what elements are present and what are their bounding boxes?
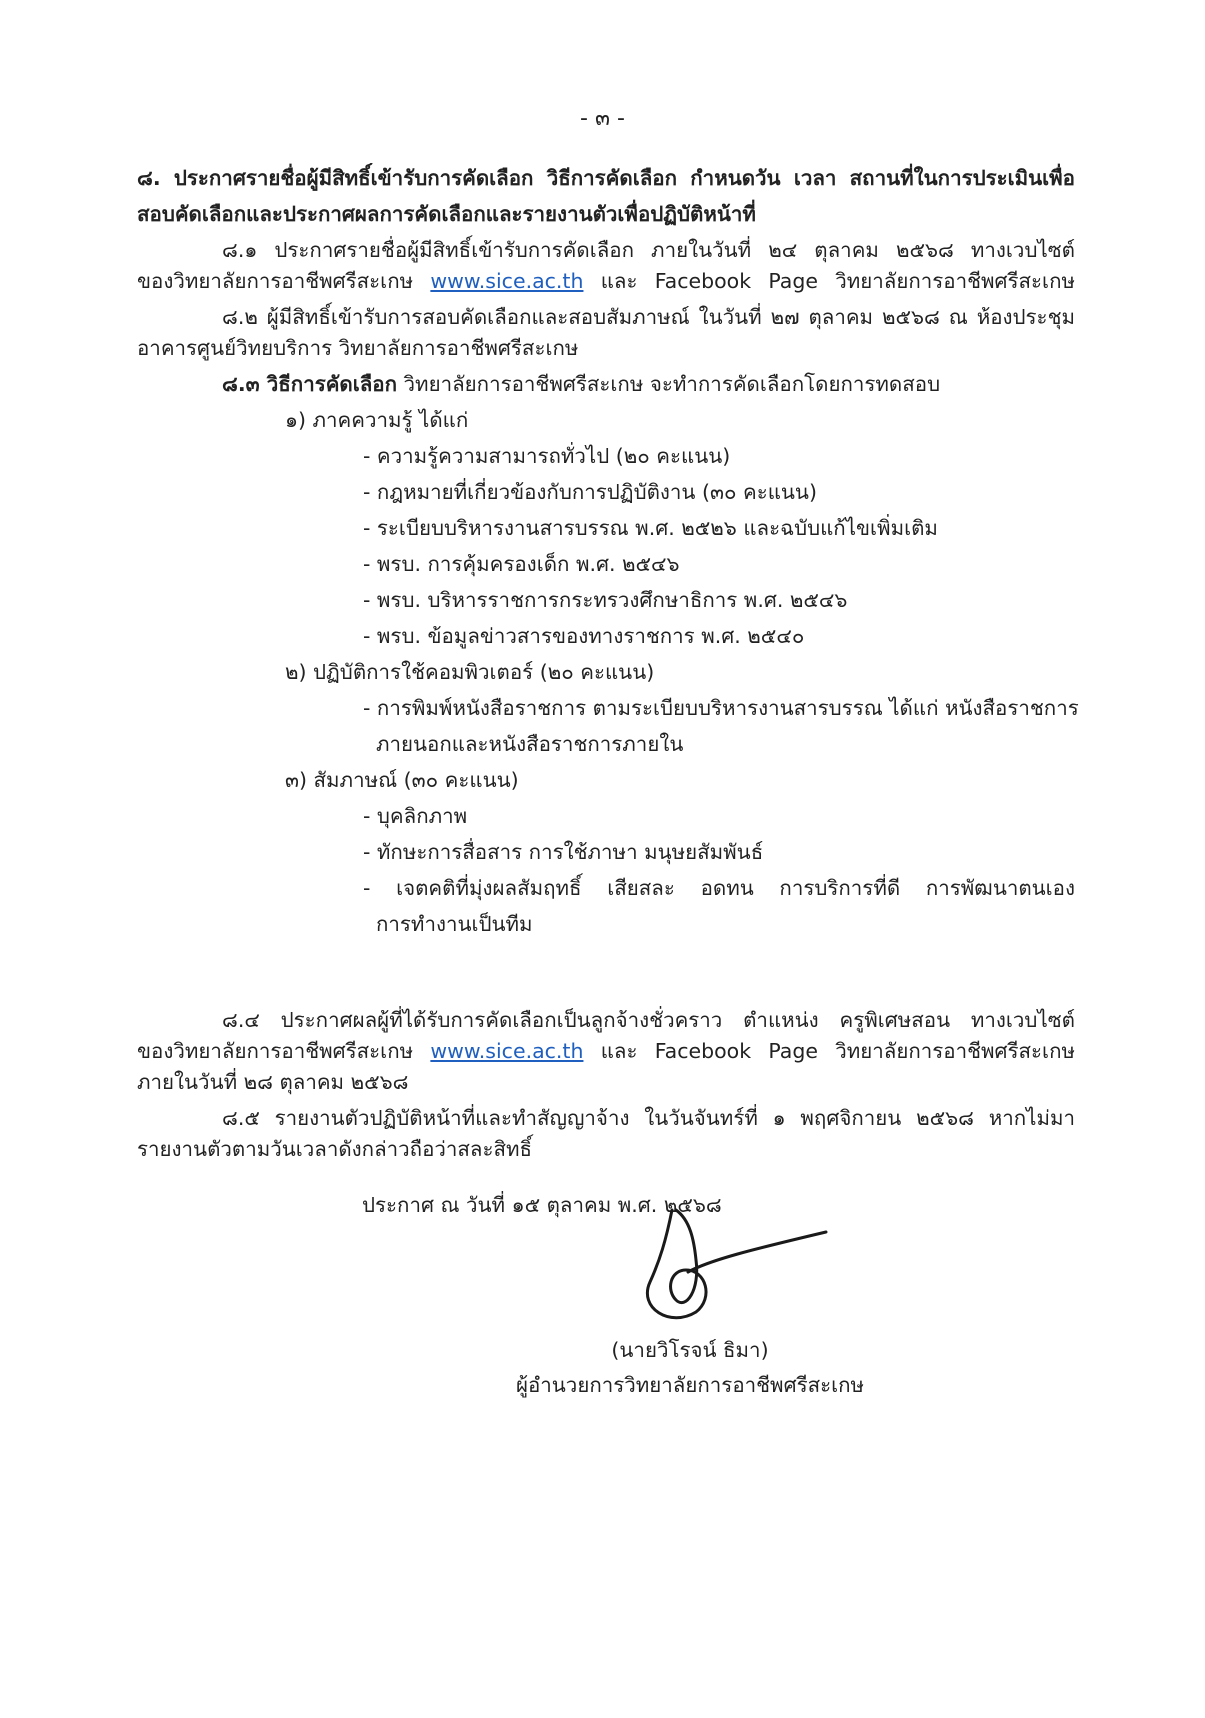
part3-item-cont: การทำงานเป็นทีม bbox=[376, 912, 533, 936]
part1-item: - ระเบียบบริหารงานสารบรรณ พ.ศ. ๒๕๒๖ และฉบับแก้ไขเพิ่มเติม bbox=[363, 516, 938, 540]
section-8-1-text: ของวิทยาลัยการอาชีพศรีสะเกษ bbox=[137, 269, 431, 293]
part2-item-line2: ภายนอกและหนังสือราชการภายใน bbox=[376, 732, 684, 756]
section-8-3-title: ๘.๓ วิธีการคัดเลือก bbox=[222, 372, 398, 396]
section-8-1-text-post: และ Facebook Page วิทยาลัยการอาชีพศรีสะเกษ bbox=[583, 269, 1075, 293]
section-8-4-line3: ภายในวันที่ ๒๘ ตุลาคม ๒๕๖๘ bbox=[137, 1070, 409, 1094]
section-8-5-line2: รายงานตัวตามวันเวลาดังกล่าวถือว่าสละสิทธิ์ bbox=[137, 1137, 533, 1161]
section-8-4-line1: ๘.๔ ประกาศผลผู้ที่ได้รับการคัดเลือกเป็นลูกจ้างชั่วคราว ตำแหน่ง ครูพิเศษสอน ทางเวบไซต์ bbox=[222, 1008, 1075, 1032]
section-8-1-line2 bbox=[137, 266, 1075, 296]
part1-item: - พรบ. การคุ้มครองเด็ก พ.ศ. ๒๕๔๖ bbox=[363, 552, 680, 576]
part3-title: ๓) สัมภาษณ์ (๓๐ คะแนน) bbox=[285, 768, 519, 792]
section-8-heading-line1: ๘. ประกาศรายชื่อผู้มีสิทธิ์เข้ารับการคัดเลือก วิธีการคัดเลือก กำหนดวัน เวลา สถานที่ในการประเมินเพื่อ bbox=[137, 166, 1075, 190]
website-link[interactable]: www.sice.ac.th bbox=[430, 269, 584, 293]
page-number: - ๓ - bbox=[580, 106, 625, 131]
part2-item-line1: - การพิมพ์หนังสือราชการ ตามระเบียบบริหารงานสารบรรณ ได้แก่ หนังสือราชการ bbox=[363, 696, 1079, 720]
section-8-2-line2: อาคารศูนย์วิทยบริการ วิทยาลัยการอาชีพศรีสะเกษ bbox=[137, 336, 579, 360]
part1-title: ๑) ภาคความรู้ ได้แก่ bbox=[285, 408, 469, 432]
announcement-date: ประกาศ ณ วันที่ ๑๕ ตุลาคม พ.ศ. ๒๕๖๘ bbox=[362, 1193, 722, 1217]
section-8-4-text: ของวิทยาลัยการอาชีพศรีสะเกษ bbox=[137, 1039, 431, 1063]
section-8-5-line1: ๘.๕ รายงานตัวปฏิบัติหน้าที่และทำสัญญาจ้าง ในวันจันทร์ที่ ๑ พฤศจิกายน ๒๕๖๘ หากไม่มา bbox=[222, 1106, 1075, 1130]
part1-item: - พรบ. ข้อมูลข่าวสารของทางราชการ พ.ศ. ๒๕๔๐ bbox=[363, 624, 805, 648]
section-8-1-line1: ๘.๑ ประกาศรายชื่อผู้มีสิทธิ์เข้ารับการคัดเลือก ภายในวันที่ ๒๔ ตุลาคม ๒๕๖๘ ทางเวบไซต์ bbox=[222, 238, 1075, 262]
section-8-heading-line2: สอบคัดเลือกและประกาศผลการคัดเลือกและรายงานตัวเพื่อปฏิบัติหน้าที่ bbox=[137, 202, 756, 226]
signer-title: ผู้อำนวยการวิทยาลัยการอาชีพศรีสะเกษ bbox=[515, 1373, 865, 1397]
part3-item: - เจตคติที่มุ่งผลสัมฤทธิ์ เสียสละ อดทน การบริการที่ดี การพัฒนาตนเอง bbox=[363, 876, 1075, 900]
section-8-4-text-post: และ Facebook Page วิทยาลัยการอาชีพศรีสะเกษ bbox=[583, 1039, 1075, 1063]
section-8-2-line1: ๘.๒ ผู้มีสิทธิ์เข้ารับการสอบคัดเลือกและสอบสัมภาษณ์ ในวันที่ ๒๗ ตุลาคม ๒๕๖๘ ณ ห้องประชุม bbox=[222, 305, 1075, 329]
section-8-4-line2 bbox=[137, 1036, 1075, 1066]
part3-item: - ทักษะการสื่อสาร การใช้ภาษา มนุษยสัมพันธ์ bbox=[363, 840, 764, 864]
part1-item: - ความรู้ความสามารถทั่วไป (๒๐ คะแนน) bbox=[363, 444, 731, 468]
website-link[interactable]: www.sice.ac.th bbox=[430, 1039, 584, 1063]
part1-item: - กฎหมายที่เกี่ยวข้องกับการปฏิบัติงาน (๓๐ คะแนน) bbox=[363, 480, 817, 504]
part1-item: - พรบ. บริหารราชการกระทรวงศึกษาธิการ พ.ศ. ๒๕๔๖ bbox=[363, 588, 848, 612]
part2-title: ๒) ปฏิบัติการใช้คอมพิวเตอร์ (๒๐ คะแนน) bbox=[285, 660, 655, 684]
part3-item: - บุคลิกภาพ bbox=[363, 804, 468, 828]
section-8-3-lead-text: วิทยาลัยการอาชีพศรีสะเกษ จะทำการคัดเลือกโดยการทดสอบ bbox=[397, 372, 941, 396]
section-8-3-lead bbox=[222, 369, 940, 399]
signature-image bbox=[630, 1200, 830, 1330]
signer-name: (นายวิโรจน์ ธิมา) bbox=[611, 1338, 769, 1362]
